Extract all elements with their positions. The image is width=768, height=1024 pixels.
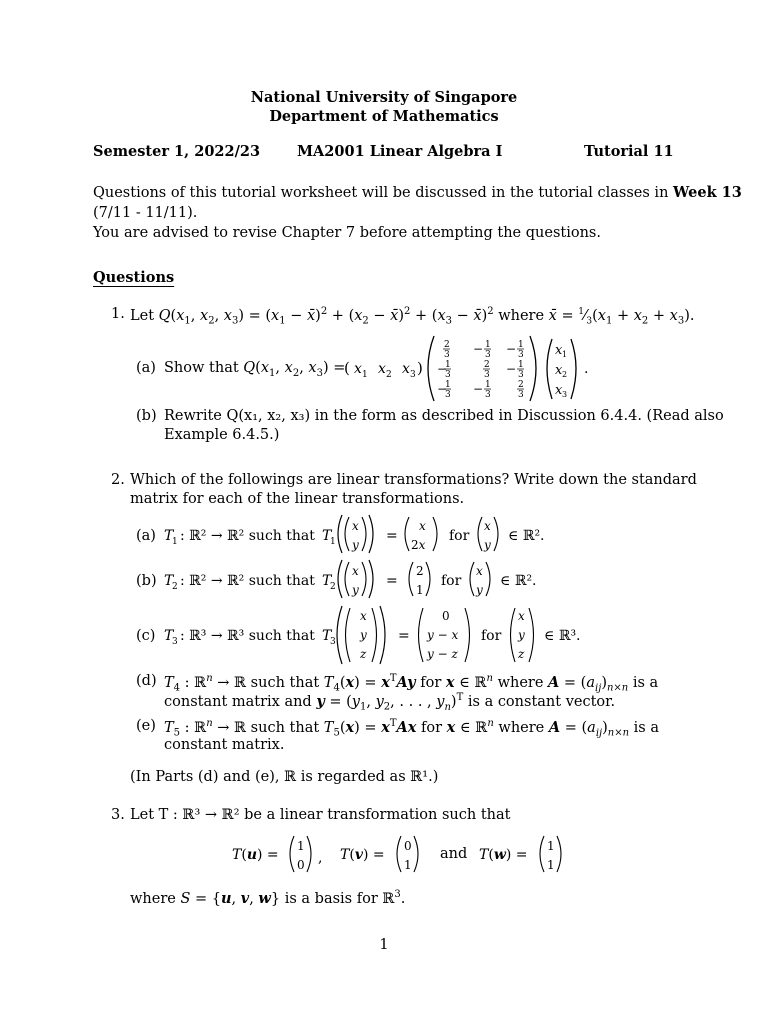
svg-text:3: 3: [518, 390, 524, 400]
svg-text:T: T: [322, 628, 332, 644]
svg-text:x: x: [402, 361, 410, 377]
q3-where-line: where S = {u, v, w} is a basis for ℝ$^3$.: [130, 889, 406, 907]
q1-show-that: Show that: [164, 360, 244, 376]
svg-text:x: x: [352, 519, 359, 533]
svg-text:−: −: [473, 342, 484, 356]
svg-text:2: 2: [386, 370, 392, 380]
svg-text:y: y: [360, 628, 367, 642]
svg-text:0: 0: [442, 609, 450, 623]
q1-statement: Let $Q(x_1$, $x_2$, $x_3) = (x_1$ − x̄)$^2$ + ($x_2$ − x̄)$^2$ + ($x_3$ − x̄)$^2$ where x̄ = $^1⁄_3(x_1 + x_2 + x_3)$.: [130, 306, 695, 327]
q2-part-e-line-2: constant matrix.: [164, 737, 285, 753]
svg-text:x: x: [555, 383, 563, 398]
svg-text:x: x: [555, 343, 563, 358]
svg-text:1: 1: [297, 839, 305, 853]
svg-text:1: 1: [547, 858, 555, 872]
svg-text:∈ ℝ³.: ∈ ℝ³.: [544, 628, 581, 644]
svg-text:.: .: [584, 361, 589, 377]
svg-text:2: 2: [518, 380, 524, 390]
svg-text:1: 1: [404, 858, 412, 872]
svg-text:1: 1: [518, 360, 524, 370]
questions-heading: Questions: [93, 269, 175, 286]
svg-text:=: =: [398, 628, 410, 644]
q2-part-a-label: (a): [136, 528, 156, 544]
svg-text:2: 2: [562, 370, 568, 379]
svg-text:0: 0: [404, 839, 412, 853]
svg-text:1: 1: [416, 583, 424, 597]
svg-text:∈ ℝ².: ∈ ℝ².: [508, 528, 545, 544]
svg-text:−: −: [473, 382, 484, 396]
svg-text:T: T: [322, 528, 332, 544]
q3-number: 3.: [111, 807, 125, 823]
svg-text:1: 1: [330, 537, 336, 547]
q2-part-a-math: [160, 512, 580, 556]
svg-text:T(v) =: T(v) =: [340, 847, 385, 863]
intro-line-1: [93, 184, 742, 203]
svg-text:1: 1: [518, 340, 524, 350]
svg-text:−: −: [506, 362, 517, 376]
svg-text:3: 3: [172, 637, 178, 647]
svg-text:=: =: [386, 528, 398, 544]
svg-text:1: 1: [445, 380, 451, 390]
svg-text:,: ,: [318, 850, 323, 866]
svg-text:3: 3: [444, 350, 450, 360]
svg-text:3: 3: [410, 370, 416, 380]
svg-text:2: 2: [484, 360, 490, 370]
svg-text:1: 1: [547, 839, 555, 853]
svg-text:for: for: [481, 628, 502, 644]
svg-text:: ℝ³ → ℝ³ such that: : ℝ³ → ℝ³ such that: [180, 628, 315, 644]
svg-text:x: x: [476, 564, 483, 578]
svg-text:x: x: [378, 361, 386, 377]
svg-text:1: 1: [445, 360, 451, 370]
q2-part-e-line-1: $T_5$ : ℝ$^n$ → ℝ such that $T_5(x) = x^TAx$ for x ∈ ℝ$^n$ where $A = (a_{ij})_{n\times n}$ is a: [164, 718, 660, 739]
svg-text:−: −: [437, 382, 448, 396]
svg-text:2: 2: [330, 582, 336, 592]
svg-text:x: x: [518, 609, 525, 623]
q2-part-d-label: (d): [136, 673, 157, 689]
svg-text:x: x: [419, 519, 426, 533]
svg-text:−: −: [506, 342, 517, 356]
svg-text:T(u) =: T(u) =: [232, 847, 279, 863]
q1-number: 1.: [111, 306, 125, 322]
svg-text:3: 3: [445, 390, 451, 400]
week-label: Week 13: [673, 184, 742, 201]
svg-text:for: for: [441, 573, 462, 589]
svg-text:1: 1: [362, 370, 368, 380]
course-label: MA2001 Linear Algebra I: [297, 143, 503, 160]
svg-text:1: 1: [562, 350, 568, 359]
q3-images-math: [230, 832, 570, 876]
svg-text:y − x: y − x: [427, 628, 459, 642]
svg-text:3: 3: [445, 370, 451, 380]
q2-line-2: matrix for each of the linear transformations.: [130, 491, 465, 507]
svg-text:3: 3: [485, 350, 491, 360]
svg-text:1: 1: [485, 380, 491, 390]
intro-text: Questions of this tutorial worksheet will be discussed in the tutorial classes in: [93, 185, 674, 201]
q2-part-d-line-2: constant matrix and $y = (y_1$, $y_2$, . . . , $y_n)^T$ is a constant vector.: [164, 692, 616, 713]
q2-part-c-label: (c): [136, 628, 156, 644]
q3-and-label: and: [440, 846, 468, 862]
q3-line-1: Let T : ℝ³ → ℝ² be a linear transformation such that: [130, 807, 511, 823]
svg-text:x: x: [352, 564, 359, 578]
svg-text:x: x: [484, 519, 491, 533]
svg-text:3: 3: [330, 637, 336, 647]
svg-text:2: 2: [444, 340, 450, 350]
q2-part-e-label: (e): [136, 718, 156, 734]
svg-text:2: 2: [172, 582, 178, 592]
q1-let: Let: [130, 307, 159, 324]
university-title: National University of Singapore: [250, 89, 518, 106]
svg-text:3: 3: [485, 390, 491, 400]
svg-text:T: T: [164, 573, 174, 589]
tutorial-label: Tutorial 11: [584, 143, 674, 160]
svg-text:3: 3: [562, 390, 568, 399]
svg-text:x: x: [360, 609, 367, 623]
svg-text:3: 3: [484, 370, 490, 380]
q2-line-1: Which of the followings are linear transformations? Write down the standard: [130, 472, 697, 488]
q2-part-b-math: [160, 557, 580, 601]
svg-text:y: y: [352, 538, 359, 552]
q2-note: (In Parts (d) and (e), ℝ is regarded as ℝ¹.): [130, 769, 439, 785]
svg-text:y − z: y − z: [427, 647, 458, 661]
svg-text:(: (: [344, 359, 350, 377]
svg-text:y: y: [352, 583, 359, 597]
svg-text:T(w) =: T(w) =: [479, 847, 528, 863]
svg-text:1: 1: [172, 537, 178, 547]
q2-number: 2.: [111, 472, 125, 488]
svg-text:z: z: [360, 647, 367, 661]
svg-text:T: T: [164, 628, 174, 644]
svg-text:z: z: [518, 647, 525, 661]
svg-text:3: 3: [518, 370, 524, 380]
svg-text:y: y: [484, 538, 491, 552]
svg-text:y: y: [476, 583, 483, 597]
q1-part-a-label: (a): [136, 360, 156, 376]
svg-text:2x: 2x: [411, 538, 426, 552]
svg-text:: ℝ² → ℝ² such that: : ℝ² → ℝ² such that: [180, 573, 315, 589]
q2-part-d-line-1: $T_4$ : ℝ$^n$ → ℝ such that $T_4(x) = x^TAy$ for x ∈ ℝ$^n$ where $A = (a_{ij})_{n\times n}$ is a: [164, 673, 659, 694]
svg-text:y: y: [518, 628, 525, 642]
page-number: 1: [379, 937, 389, 953]
svg-text:0: 0: [297, 858, 305, 872]
q1-part-b-line-1: Rewrite Q(x₁, x₂, x₃) in the form as described in Discussion 6.4.4. (Read also: [164, 408, 724, 424]
svg-text:: ℝ² → ℝ² such that: : ℝ² → ℝ² such that: [180, 528, 315, 544]
intro-line-3: You are advised to revise Chapter 7 before attempting the questions.: [93, 225, 601, 241]
svg-text:1: 1: [485, 340, 491, 350]
q1-part-b-label: (b): [136, 408, 157, 424]
svg-text:): ): [417, 359, 423, 377]
department-title: Department of Mathematics: [269, 108, 499, 125]
svg-text:T: T: [322, 573, 332, 589]
q2-part-c-math: [160, 604, 600, 666]
svg-text:∈ ℝ².: ∈ ℝ².: [500, 573, 537, 589]
q2-part-b-label: (b): [136, 573, 157, 589]
svg-text:T: T: [164, 528, 174, 544]
svg-text:for: for: [449, 528, 470, 544]
q1-part-b-line-2: Example 6.4.5.): [164, 427, 280, 443]
svg-text:2: 2: [416, 564, 424, 578]
q1-matrix-expression: [340, 333, 630, 405]
q1-part-a-text: Show that $Q(x_1$, $x_2$, $x_3$) =: [164, 360, 346, 379]
svg-text:x: x: [555, 363, 563, 378]
semester-label: Semester 1, 2022/23: [93, 143, 261, 160]
svg-text:−: −: [437, 362, 448, 376]
svg-text:x: x: [354, 361, 362, 377]
svg-text:3: 3: [518, 350, 524, 360]
svg-text:=: =: [386, 573, 398, 589]
intro-line-2: (7/11 - 11/11).: [93, 205, 198, 221]
